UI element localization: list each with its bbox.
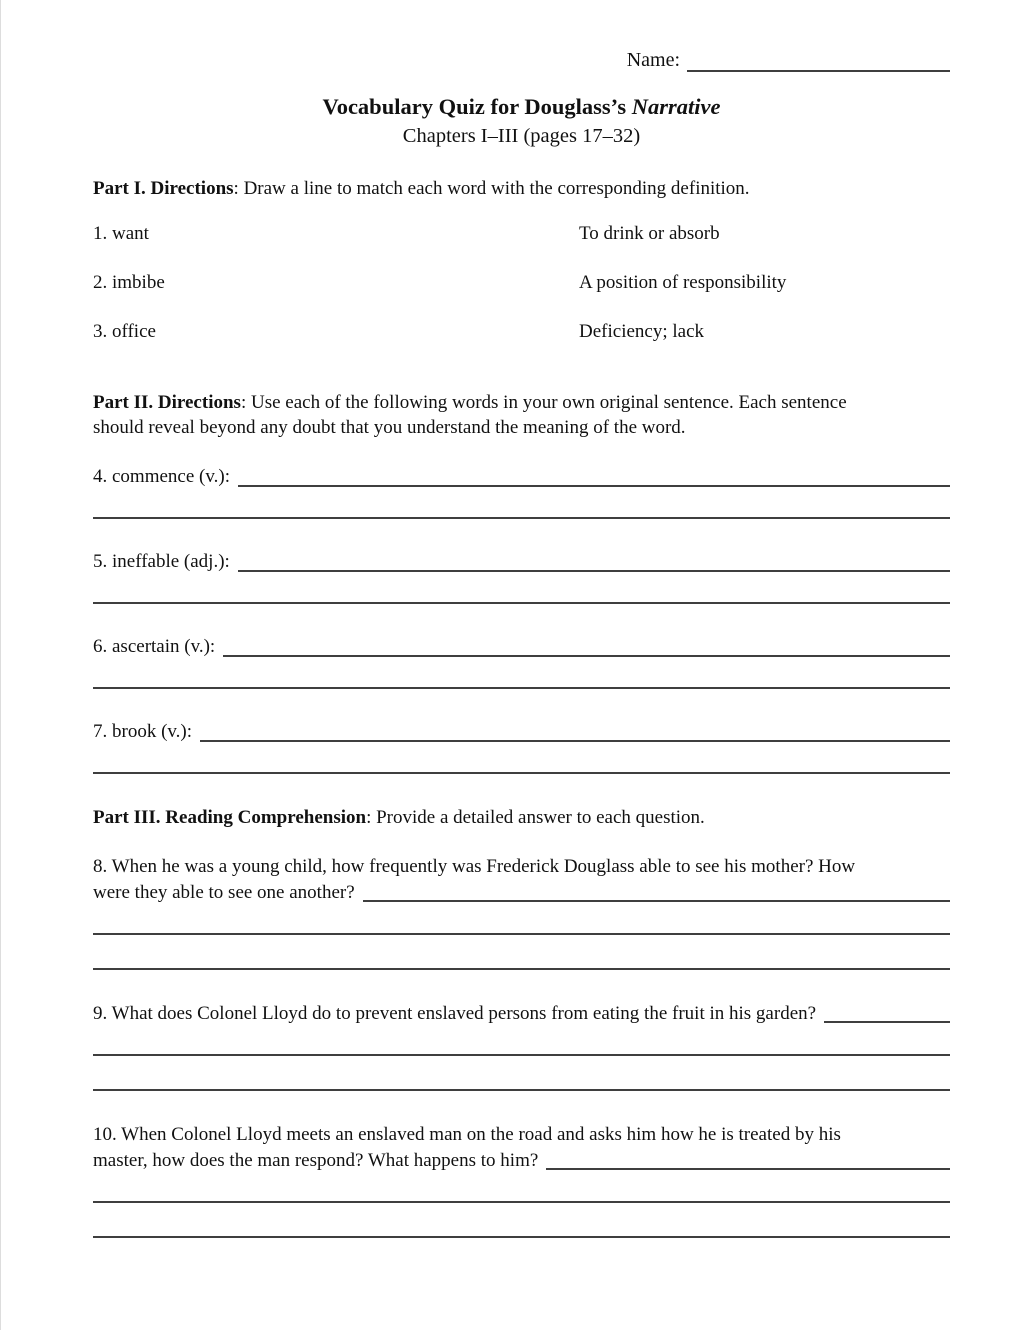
matching-word[interactable]: 2. imbibe xyxy=(93,272,165,293)
answer-blank-inline[interactable] xyxy=(824,1001,950,1023)
question-text: were they able to see one another? xyxy=(93,882,355,903)
matching-word[interactable]: 3. office xyxy=(93,321,156,342)
answer-blank-line[interactable] xyxy=(93,1054,950,1056)
question-9 xyxy=(93,1001,950,1091)
answer-blank-inline[interactable] xyxy=(200,720,950,742)
question-10 xyxy=(93,1122,950,1238)
matching-row xyxy=(93,222,950,246)
answer-blank-line[interactable] xyxy=(93,772,950,774)
matching-definition[interactable]: To drink or absorb xyxy=(579,223,720,244)
question-8 xyxy=(93,854,950,970)
sentence-item xyxy=(93,550,950,604)
answer-blank-inline[interactable] xyxy=(223,635,950,657)
part2-directions-line1: : Use each of the following words in your own original sentence. Each sentence xyxy=(240,392,847,413)
matching-word[interactable]: 1. want xyxy=(93,223,149,244)
answer-blank-line[interactable] xyxy=(93,517,950,519)
title-text: Vocabulary Quiz for Douglass’s xyxy=(322,94,632,119)
question-text: 9. What does Colonel Lloyd do to prevent enslaved persons from eating the fruit in his garden? xyxy=(93,1003,817,1024)
answer-blank-line[interactable] xyxy=(93,687,950,689)
page-title xyxy=(93,92,950,121)
part1-directions xyxy=(93,176,950,201)
matching-row xyxy=(93,320,950,344)
answer-blank-line[interactable] xyxy=(93,933,950,935)
question-text: 8. When he was a young child, how frequently was Frederick Douglass able to see his mother? How xyxy=(93,856,856,877)
part3-heading: Part III. Reading Comprehension xyxy=(93,807,367,828)
item-label: 4. commence (v.): xyxy=(93,466,230,487)
name-label: Name: xyxy=(626,49,680,71)
name-blank-line[interactable] xyxy=(687,48,950,72)
title-italic-text: Narrative xyxy=(631,94,721,119)
name-row xyxy=(93,46,950,72)
question-text: master, how does the man respond? What happens to him? xyxy=(93,1150,539,1171)
sentence-items xyxy=(93,465,950,774)
sentence-item xyxy=(93,720,950,774)
sentence-item xyxy=(93,635,950,689)
sentence-item xyxy=(93,465,950,519)
matching-row xyxy=(93,271,950,295)
part3-directions xyxy=(93,805,950,830)
question-text: 10. When Colonel Lloyd meets an enslaved man on the road and asks him how he is treated by his xyxy=(93,1124,841,1145)
page-subtitle: Chapters I–III (pages 17–32) xyxy=(402,125,641,147)
part2-directions xyxy=(93,390,950,440)
item-label: 6. ascertain (v.): xyxy=(93,636,216,657)
answer-blank-line[interactable] xyxy=(93,968,950,970)
answer-blank-inline[interactable] xyxy=(238,550,950,572)
item-label: 5. ineffable (adj.): xyxy=(93,551,230,572)
answer-blank-line[interactable] xyxy=(93,1089,950,1091)
part1-heading: Part I. Directions xyxy=(93,178,234,199)
matching-definition[interactable]: A position of responsibility xyxy=(579,272,787,293)
answer-blank-inline[interactable] xyxy=(363,880,950,902)
answer-blank-inline[interactable] xyxy=(238,465,950,487)
matching-definition[interactable]: Deficiency; lack xyxy=(579,321,705,342)
part1-directions-text: : Draw a line to match each word with the corresponding definition. xyxy=(233,178,750,199)
answer-blank-line[interactable] xyxy=(93,602,950,604)
item-label: 7. brook (v.): xyxy=(93,721,193,742)
answer-blank-line[interactable] xyxy=(93,1236,950,1238)
part2-heading: Part II. Directions xyxy=(93,392,241,413)
part3-directions-text: : Provide a detailed answer to each question. xyxy=(366,807,705,828)
answer-blank-inline[interactable] xyxy=(546,1148,950,1170)
part2-directions-line2: should reveal beyond any doubt that you understand the meaning of the word. xyxy=(93,417,686,438)
matching-list xyxy=(93,222,950,344)
answer-blank-line[interactable] xyxy=(93,1201,950,1203)
